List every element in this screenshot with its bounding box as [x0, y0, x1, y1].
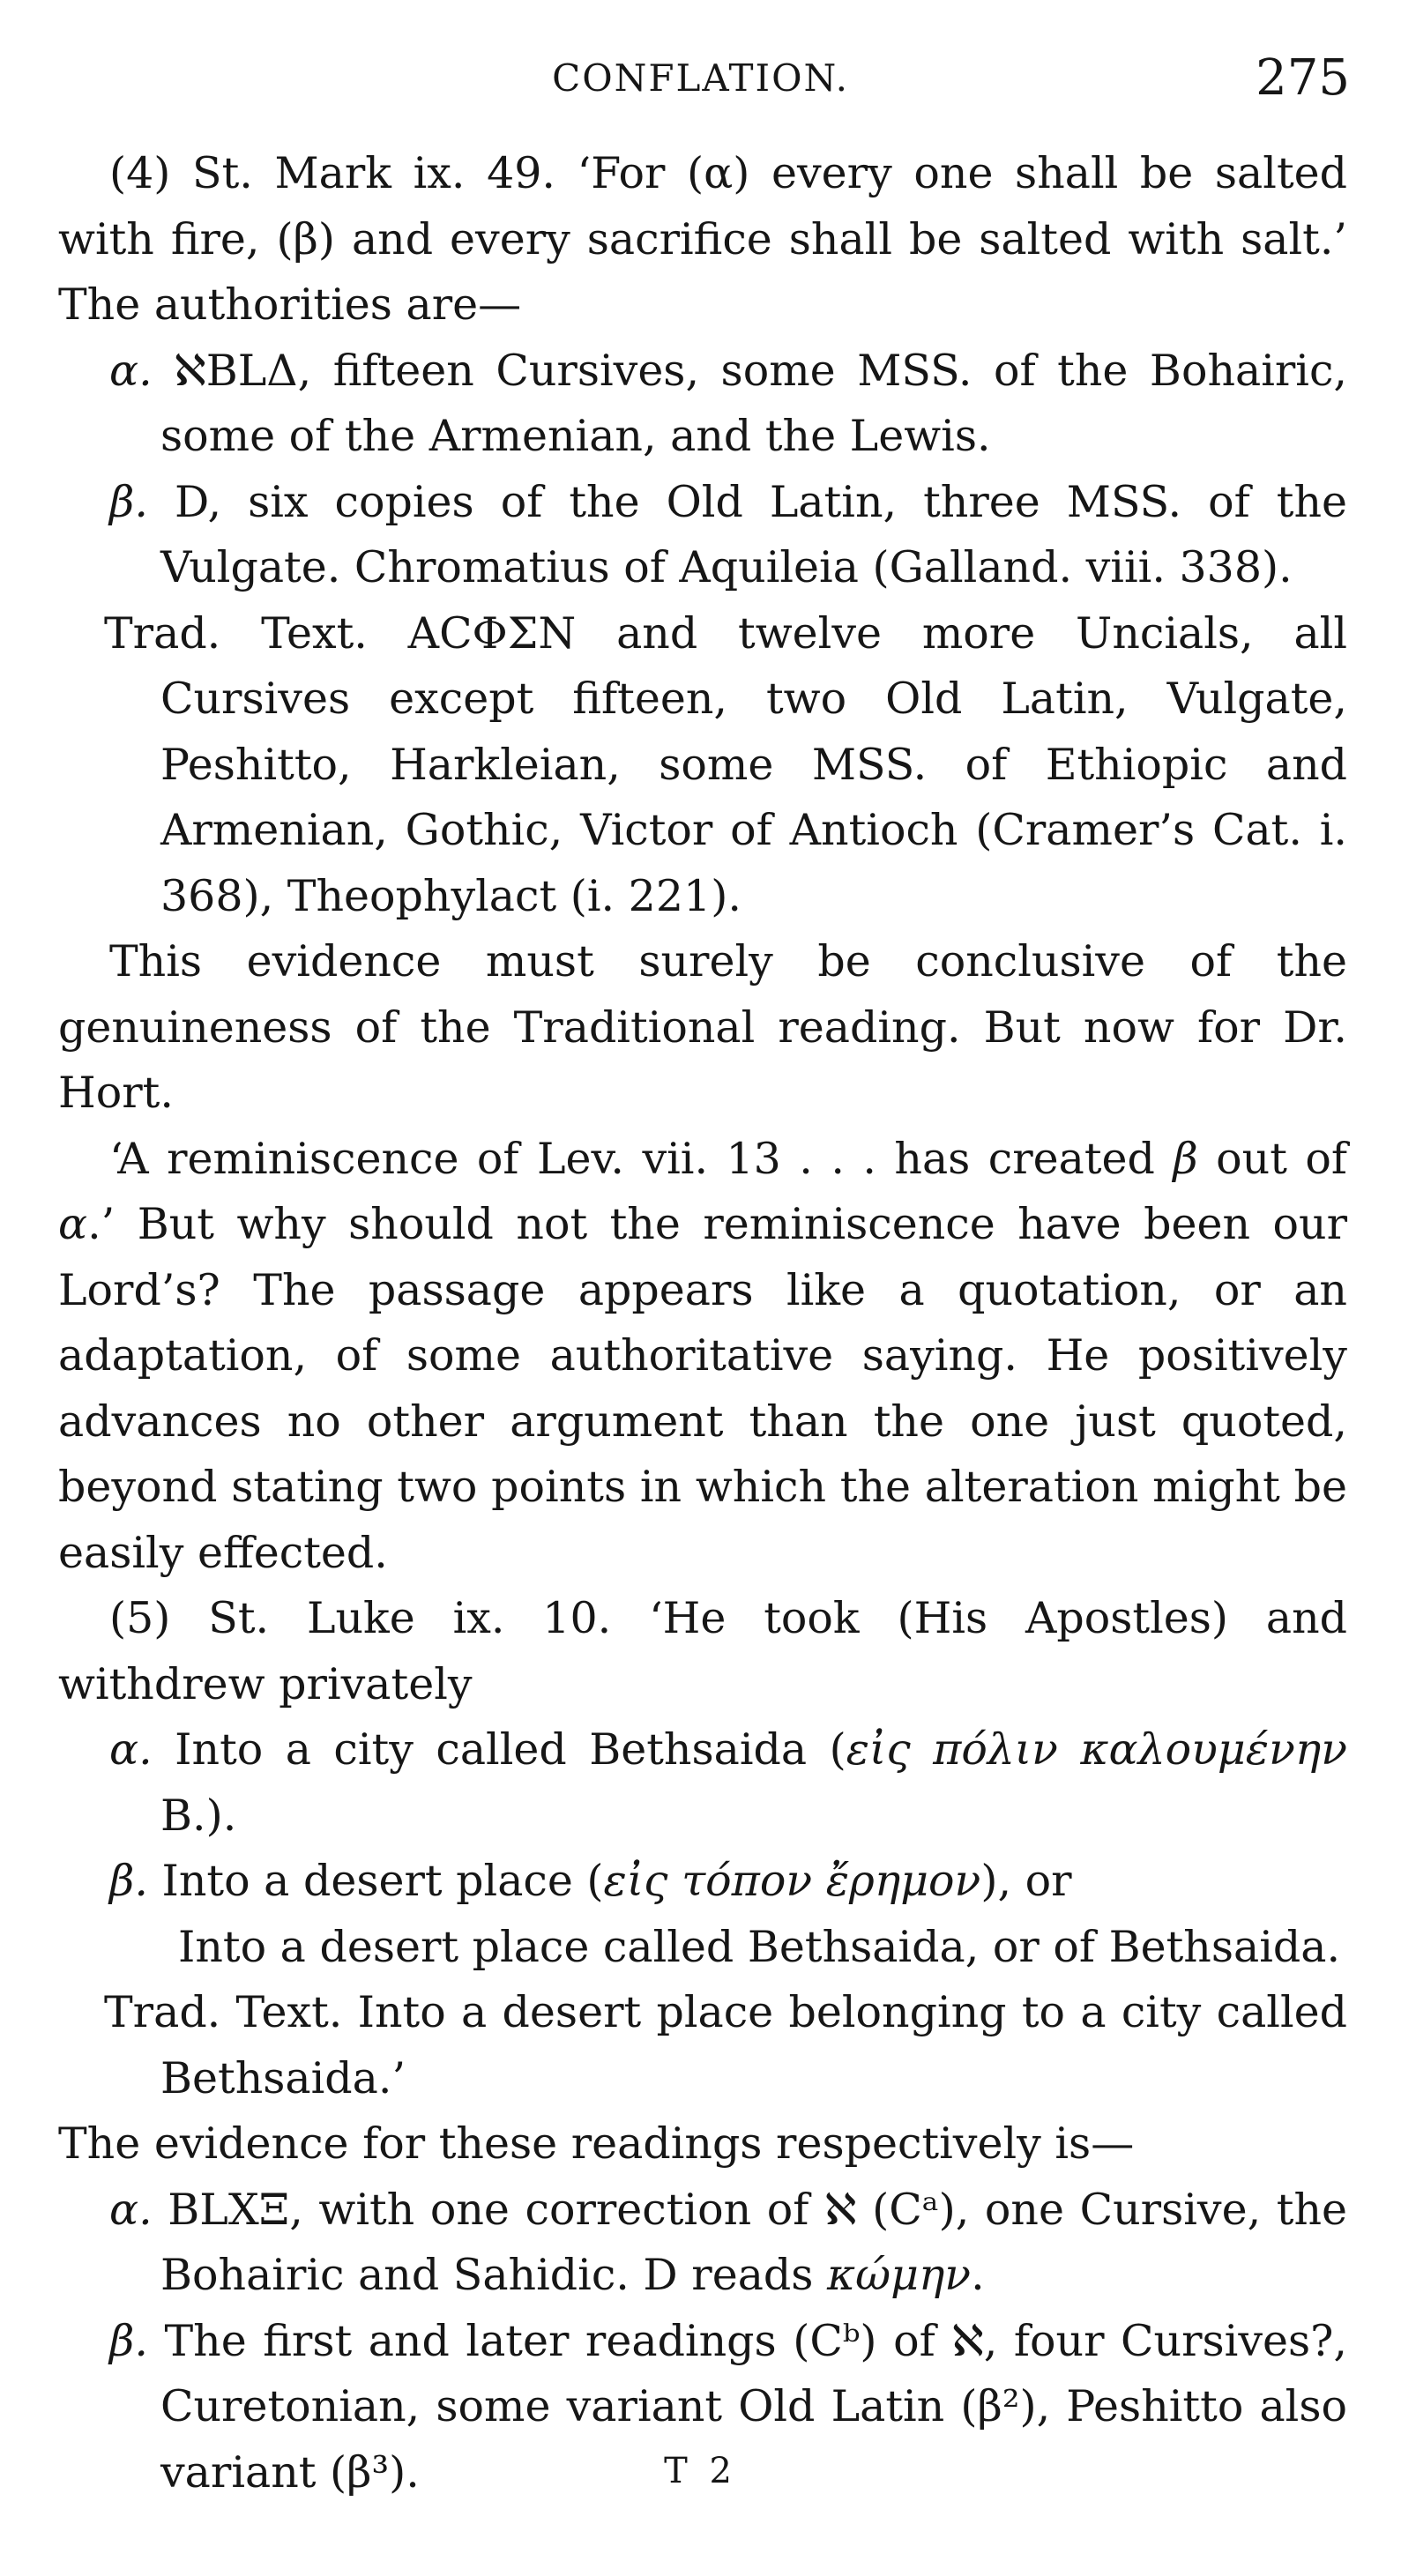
traditional-text-authorities: Trad. Text. ACΦΣN and twelve more Uncials, all Cursives except fifteen, two Old Latin, Vulgate, Peshitto, Harkleian, some MSS. of Ethiopic and Armenian, Gothic, Victor of Antioch (Cramer’s Cat. i. 368), Theophylact (i. 221).: [104, 607, 1347, 921]
evidence-alpha: [58, 2178, 1347, 2309]
page-number: 275: [1256, 49, 1350, 107]
luke-beta-end: ), or: [980, 1856, 1072, 1906]
reading-beta-authorities: [58, 470, 1347, 601]
alpha-marker: α.: [109, 345, 153, 396]
luke-beta-text: Into a desert place (: [161, 1856, 604, 1906]
paragraph-mark-ix-49: (4) St. Mark ix. 49. ‘For (α) every one shall be salted with fire, (β) and every sacrifice shall be salted with salt.’ The authorities are—: [58, 148, 1347, 330]
greek-word: κώμην: [827, 2250, 972, 2300]
luke-reading-alpha: [58, 1717, 1347, 1849]
alpha-marker: α.: [109, 2184, 153, 2235]
beta-marker: β.: [109, 2315, 148, 2366]
paragraph-luke-ix-10: (5) St. Luke ix. 10. ‘He took (His Apostles) and withdrew privately: [58, 1593, 1347, 1709]
luke-beta-alternative: Into a desert place called Bethsaida, or of Bethsaida.: [178, 1921, 1341, 1972]
page-header: [0, 49, 1401, 111]
hort-quote-middle: out of: [1197, 1133, 1347, 1184]
reading-alpha-authorities: [58, 339, 1347, 470]
hort-quote-rest: .’ But why should not the reminiscence have been our Lord’s? The passage appears like a quotation, or an adaptation, of some authoritative saying. He positively advances no other argument than the one just quoted, beyond stating two points in which the alteration might be easily effected.: [58, 1199, 1347, 1578]
paragraph-evidence-intro: The evidence for these readings respectively is—: [58, 2118, 1135, 2169]
beta-marker: β.: [109, 1856, 148, 1906]
paragraph-conclusion: This evidence must surely be conclusive of the genuineness of the Traditional reading. But now for Dr. Hort.: [58, 936, 1347, 1118]
greek-phrase: εἰς πόλιν καλουμένην: [846, 1724, 1348, 1775]
reading-alpha-text: ℵBLΔ, fifteen Cursives, some MSS. of the Bohairic, some of the Armenian, and the Lewis.: [160, 345, 1347, 461]
luke-reading-beta: [58, 1849, 1347, 1915]
greek-phrase: εἰς τόπον ἔρημον: [603, 1856, 981, 1906]
beta-ref: β: [1173, 1133, 1198, 1184]
luke-traditional-text: Trad. Text. Into a desert place belonging to a city called Bethsaida.’: [104, 1987, 1347, 2103]
hort-quote-start: ‘A reminiscence of Lev. vii. 13 . . . has created: [109, 1133, 1174, 1184]
evidence-beta-text: The first and later readings (Cᵇ) of ℵ, four Cursives?, Curetonian, some variant Old Latin (β²), Peshitto also variant (β³).: [160, 2315, 1347, 2498]
luke-alpha-end: B.).: [160, 1790, 237, 1841]
running-title: CONFLATION.: [552, 56, 849, 100]
reading-beta-text: D, six copies of the Old Latin, three MSS. of the Vulgate. Chromatius of Aquileia (Galland. viii. 338).: [160, 476, 1348, 592]
evidence-alpha-end: .: [971, 2250, 985, 2300]
alpha-marker: α.: [109, 1724, 153, 1775]
alpha-ref: α: [58, 1199, 88, 1249]
page-body: [58, 141, 1347, 2505]
luke-alpha-text: Into a city called Bethsaida (: [175, 1724, 846, 1775]
signature-mark: T 2: [664, 2451, 737, 2491]
paragraph-hort-quote: [58, 1127, 1347, 1587]
evidence-alpha-text: BLXΞ, with one correction of ℵ (Cᵃ), one Cursive, the Bohairic and Sahidic. D reads: [160, 2184, 1347, 2300]
beta-marker: β.: [109, 476, 148, 527]
